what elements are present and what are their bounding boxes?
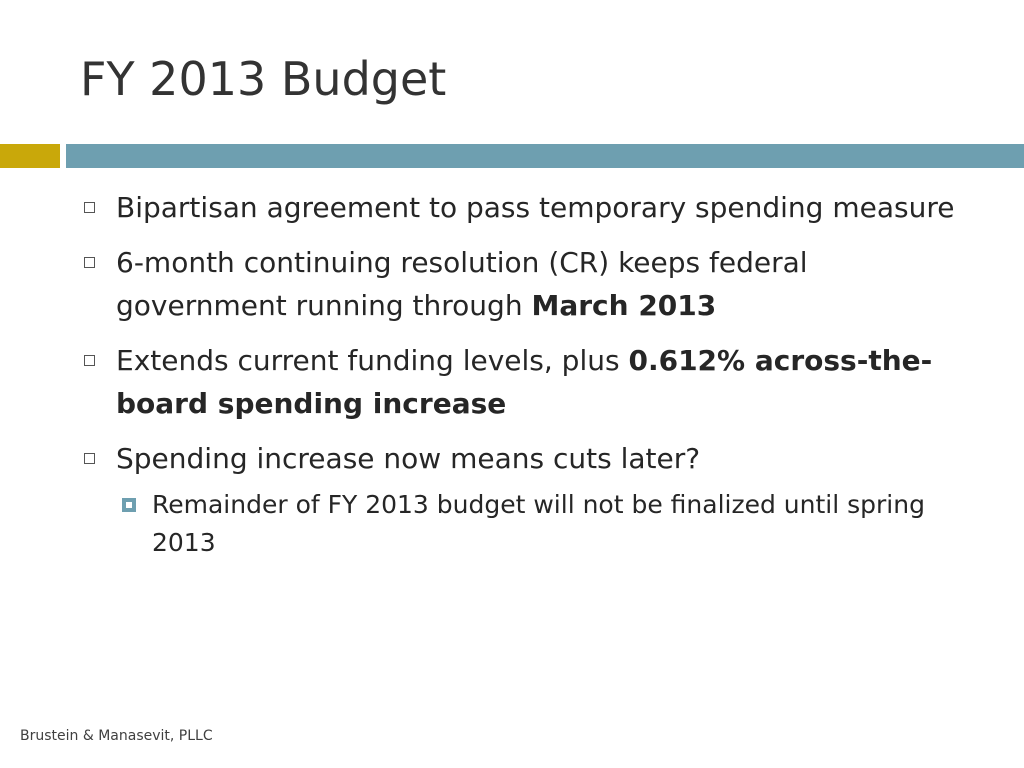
bullet-text: Extends current funding levels, plus xyxy=(116,344,629,377)
bullet-item xyxy=(80,186,980,229)
bullet-text: Bipartisan agreement to pass temporary spending measure xyxy=(116,191,955,224)
bullet-text: 6-month continuing resolution (CR) keeps federal government running through xyxy=(116,246,808,322)
title-rule-teal xyxy=(66,144,1024,168)
sub-bullet-item xyxy=(80,486,980,562)
bullet-bold-text: March 2013 xyxy=(531,289,717,322)
square-bullet-icon xyxy=(84,257,95,268)
bullet-list xyxy=(80,186,980,562)
filled-square-bullet-icon xyxy=(122,498,136,512)
square-bullet-icon xyxy=(84,202,95,213)
bullet-bold-text: 0.612% across-the-board spending increase xyxy=(116,344,933,420)
bullet-item xyxy=(80,241,980,327)
bullet-text: Spending increase now means cuts later? xyxy=(116,442,701,475)
slide-title: FY 2013 Budget xyxy=(80,52,447,106)
bullet-item xyxy=(80,437,980,480)
bullet-item xyxy=(80,339,980,425)
square-bullet-icon xyxy=(84,453,95,464)
sub-bullet-text: Remainder of FY 2013 budget will not be finalized until spring 2013 xyxy=(152,490,925,557)
title-rule-gold xyxy=(0,144,60,168)
footer-text: Brustein & Manasevit, PLLC xyxy=(20,728,213,744)
square-bullet-icon xyxy=(84,355,95,366)
